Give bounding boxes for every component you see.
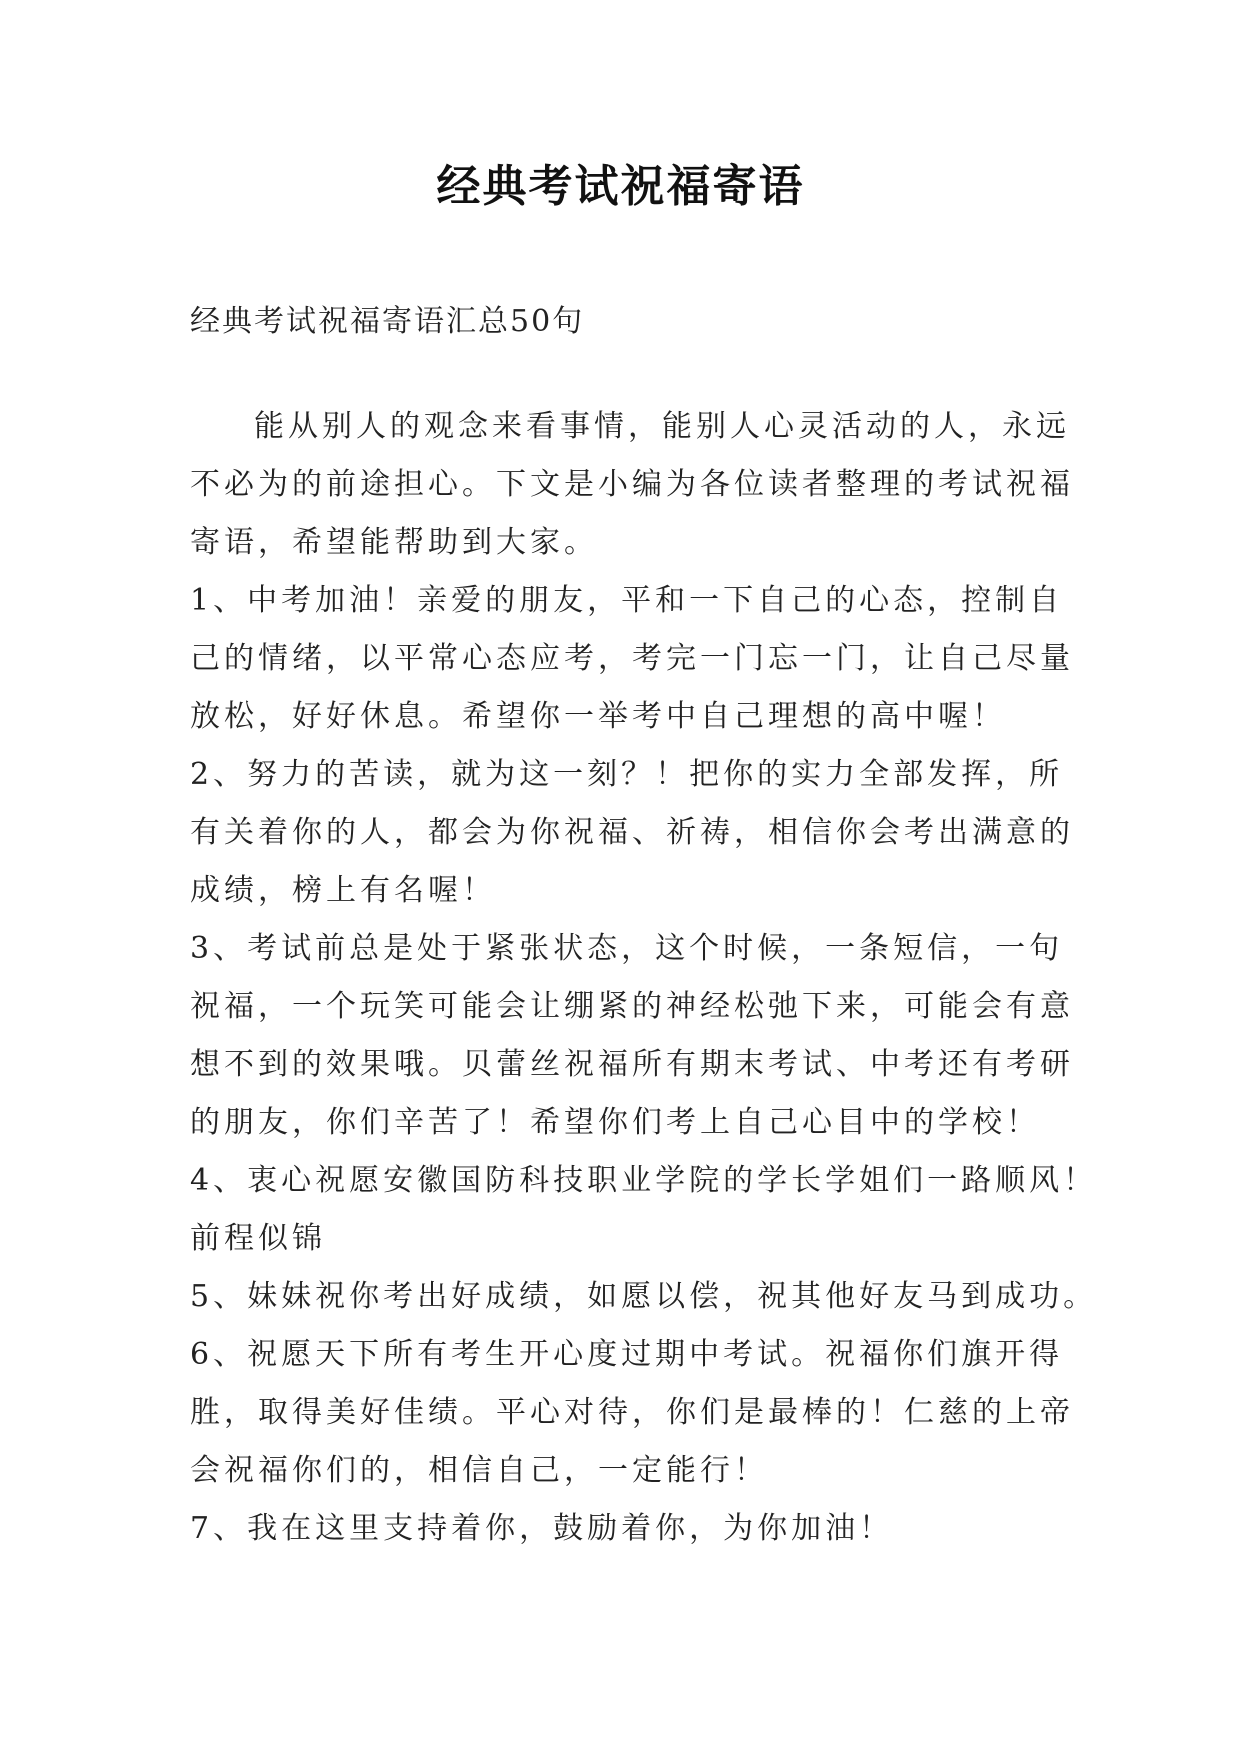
body-line: 前程似锦 xyxy=(190,1221,326,1256)
body-line: 放松，好好休息。希望你一举考中自己理想的高中喔！ xyxy=(190,699,1006,734)
body-line: 想不到的效果哦。贝蕾丝祝福所有期末考试、中考还有考研 xyxy=(190,1047,1074,1082)
body-line: 胜，取得美好佳绩。平心对待，你们是最棒的！仁慈的上帝 xyxy=(190,1395,1074,1430)
body-line: 的朋友，你们辛苦了！希望你们考上自己心目中的学校！ xyxy=(190,1105,1040,1140)
body-line: 不必为的前途担心。下文是小编为各位读者整理的考试祝福 xyxy=(190,467,1074,502)
body-line: 6、祝愿天下所有考生开心度过期中考试。祝福你们旗开得 xyxy=(190,1337,1064,1372)
page-title: 经典考试祝福寄语 xyxy=(436,161,805,212)
body-line: 能从别人的观念来看事情，能别人心灵活动的人，永远 xyxy=(254,409,1070,444)
body-line: 2、努力的苦读，就为这一刻？！把你的实力全部发挥，所 xyxy=(190,757,1064,792)
body-line: 己的情绪，以平常心态应考，考完一门忘一门，让自己尽量 xyxy=(190,641,1074,676)
document-body xyxy=(190,398,1098,1558)
body-line: 会祝福你们的，相信自己，一定能行！ xyxy=(190,1453,768,1488)
document-subtitle: 经典考试祝福寄语汇总50句 xyxy=(190,304,585,339)
body-line: 成绩，榜上有名喔！ xyxy=(190,873,496,908)
body-line: 7、我在这里支持着你，鼓励着你，为你加油！ xyxy=(190,1511,894,1546)
body-line: 5、妹妹祝你考出好成绩，如愿以偿，祝其他好友马到成功。 xyxy=(190,1279,1098,1314)
body-line: 有关着你的人，都会为你祝福、祈祷，相信你会考出满意的 xyxy=(190,815,1074,850)
body-line: 1、中考加油！亲爱的朋友，平和一下自己的心态，控制自 xyxy=(190,583,1064,618)
body-line: 4、衷心祝愿安徽国防科技职业学院的学长学姐们一路顺风！ xyxy=(190,1163,1098,1198)
body-line: 3、考试前总是处于紧张状态，这个时候，一条短信，一句 xyxy=(190,931,1064,966)
body-line: 祝福，一个玩笑可能会让绷紧的神经松弛下来，可能会有意 xyxy=(190,989,1074,1024)
body-line: 寄语，希望能帮助到大家。 xyxy=(190,525,598,560)
